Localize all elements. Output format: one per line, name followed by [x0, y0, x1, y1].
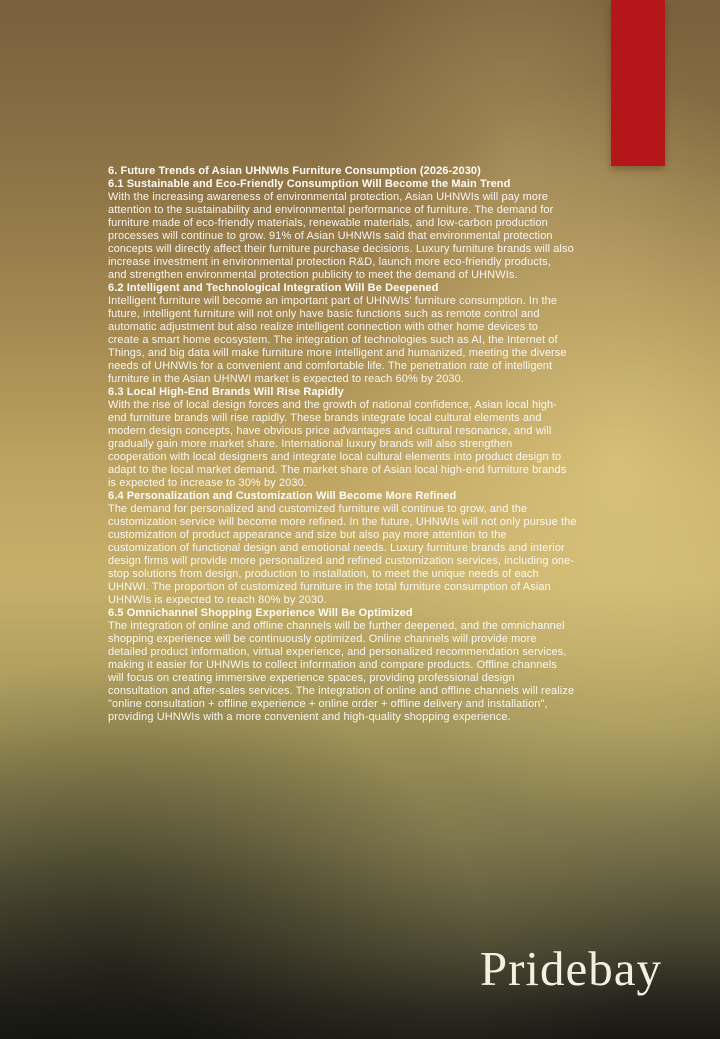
text-line: customization of functional design and emotional needs. Luxury furniture brands and interior	[108, 542, 565, 554]
text-line: customization service will become more refined. In the future, UHNWIs will not only pursue the	[108, 516, 577, 528]
text-line: design firms will provide more personalized and refined customization services, including one-	[108, 555, 575, 567]
text-line: processes will continue to grow. 91% of Asian UHNWIs said that environmental protection	[108, 230, 553, 242]
text-line: create a smart home ecosystem. The integration of technologies such as AI, the Internet of	[108, 334, 558, 346]
text-line: attention to the sustainability and environmental performance of furniture. The demand for	[108, 204, 554, 216]
content-block	[108, 165, 606, 724]
text-line: adapt to the local market demand. The market share of Asian local high-end furniture brands	[108, 464, 567, 476]
text-line: will focus on creating immersive experience spaces, providing professional design	[108, 672, 515, 684]
text-line: shopping experience will be continuously optimized. Online channels will provide more	[108, 633, 537, 645]
text-line: UHNWIs is expected to reach 80% by 2030.	[108, 594, 327, 606]
text-line: detailed product information, virtual experience, and personalized recommendation services,	[108, 646, 567, 658]
text-line: stop solutions from design, production to installation, to meet the unique needs of each	[108, 568, 539, 580]
text-line: increase investment in environmental protection R&D, launch more eco-friendly products,	[108, 256, 551, 268]
text-line: furniture in the Asian UHNWI market is expected to reach 60% by 2030.	[108, 373, 465, 385]
text-line: modern design concepts, have obvious price advantages and cultural resonance, and will	[108, 425, 552, 437]
section-heading-3: 6.3 Local High-End Brands Will Rise Rapidly	[108, 386, 344, 398]
page-title: 6. Future Trends of Asian UHNWIs Furniture Consumption (2026-2030)	[108, 165, 481, 177]
text-line: Intelligent furniture will become an important part of UHNWIs' furniture consumption. In the	[108, 295, 558, 307]
text-line: making it easier for UHNWIs to collect information and compare products. Offline channels	[108, 659, 557, 671]
sections-container	[108, 178, 606, 724]
section-heading-1: 6.1 Sustainable and Eco-Friendly Consumption Will Become the Main Trend	[108, 178, 511, 190]
text-line: automatic adjustment but also realize intelligent connection with other home devices to	[108, 321, 538, 333]
text-line: is expected to increase to 30% by 2030.	[108, 477, 307, 489]
text-line: furniture made of eco-friendly materials, renewable materials, and low-carbon production	[108, 217, 548, 229]
text-line: customization of product appearance and size but also pay more attention to the	[108, 529, 507, 541]
text-line: and strengthen environmental protection publicity to meet the demand of UHNWIs.	[108, 269, 518, 281]
brand-logo: Pridebay	[479, 941, 662, 996]
text-line: needs of UHNWIs for a convenient and comfortable life. The penetration rate of intelligent	[108, 360, 553, 372]
section-heading-4: 6.4 Personalization and Customization Will Become More Refined	[108, 490, 457, 502]
section-heading-5: 6.5 Omnichannel Shopping Experience Will Be Optimized	[108, 607, 413, 619]
red-accent-bar	[611, 0, 665, 166]
text-line: cooperation with local designers and integrate local cultural elements into product design to	[108, 451, 562, 463]
text-line: consultation and after-sales services. The integration of online and offline channels will realize	[108, 685, 575, 697]
section-heading-2: 6.2 Intelligent and Technological Integration Will Be Deepened	[108, 282, 439, 294]
text-line: The demand for personalized and customized furniture will continue to grow, and the	[108, 503, 528, 515]
text-line: Things, and big data will make furniture more intelligent and humanized, meeting the diverse	[108, 347, 567, 359]
text-line: "online consultation + offline experience + online order + offline delivery and installation",	[108, 698, 548, 710]
text-line: The integration of online and offline channels will be further deepened, and the omnichannel	[108, 620, 565, 632]
text-line: With the rise of local design forces and the growth of national confidence, Asian local high-	[108, 399, 557, 411]
text-line: future, intelligent furniture will not only have basic functions such as remote control and	[108, 308, 540, 320]
text-line: gradually gain more market share. International luxury brands will also strengthen	[108, 438, 513, 450]
text-line: providing UHNWIs with a more convenient and high-quality shopping experience.	[108, 711, 511, 723]
text-line: end furniture brands will rise rapidly. These brands integrate local cultural elements and	[108, 412, 542, 424]
text-line: concepts will directly affect their furniture purchase decisions. Luxury furniture brands will also	[108, 243, 574, 255]
text-line: With the increasing awareness of environmental protection, Asian UHNWIs will pay more	[108, 191, 549, 203]
text-line: UHNWI. The proportion of customized furniture in the total furniture consumption of Asian	[108, 581, 551, 593]
